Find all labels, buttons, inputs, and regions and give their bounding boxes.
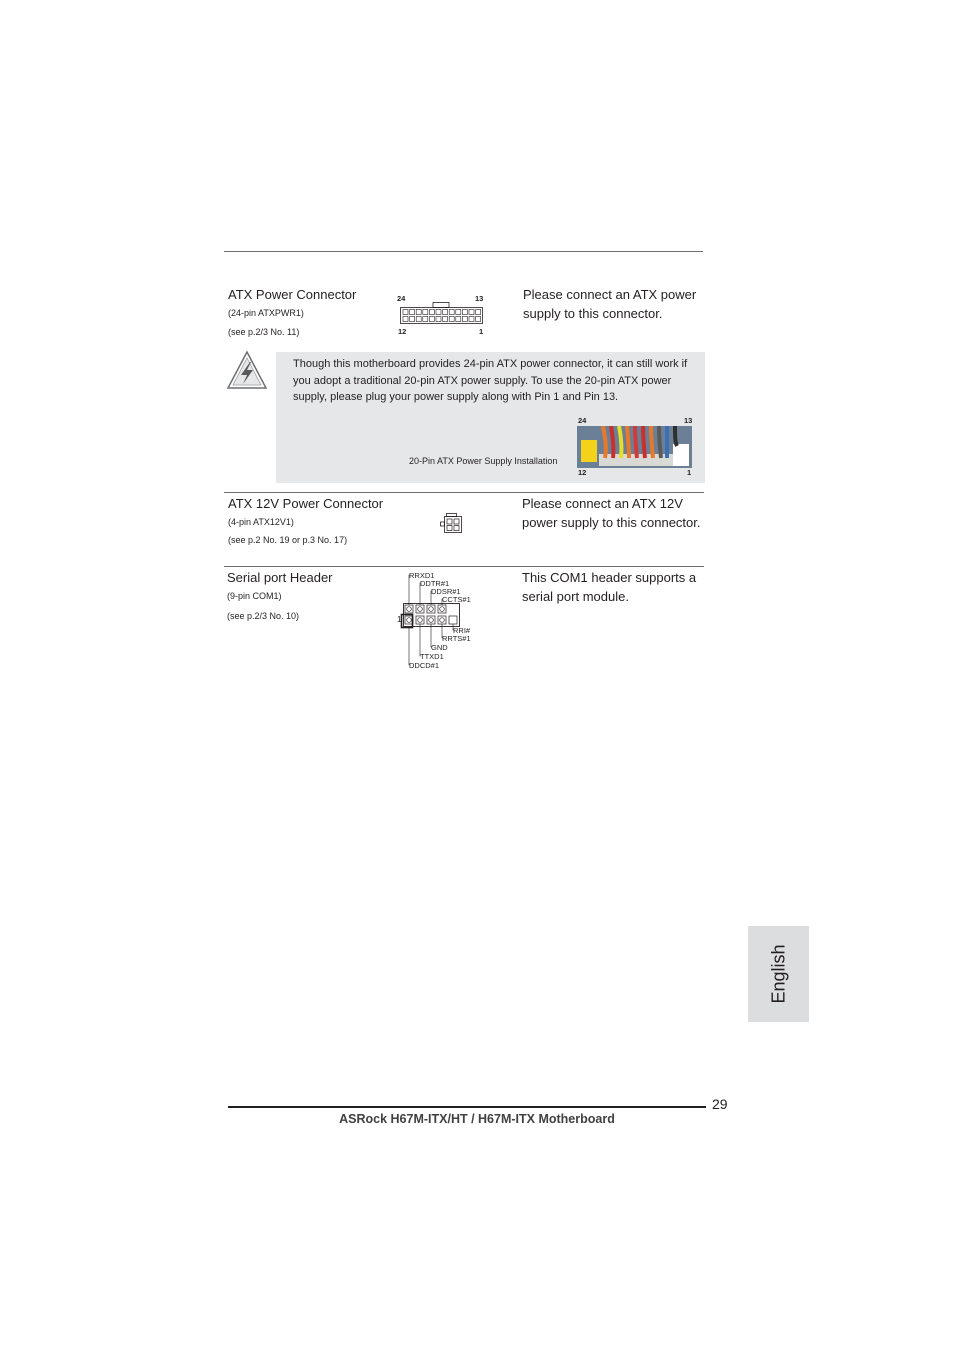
section-description: Please connect an ATX 12V power supply to this connector. — [522, 496, 701, 530]
pin-label: RRTS#1 — [442, 634, 471, 643]
atx-20pin-installation-photo — [577, 426, 692, 468]
pin-label: TTXD1 — [420, 652, 444, 661]
pin-label: 24 — [578, 416, 587, 425]
pin-label: RRXD1 — [409, 571, 435, 580]
pin-label: 13 — [475, 294, 484, 303]
pin-label: 1 — [479, 327, 484, 336]
atx-24pin-connector-icon — [400, 302, 483, 324]
section-description: This COM1 header supports a serial port module. — [522, 570, 697, 604]
section-subtitle: (4-pin ATX12V1) — [228, 517, 294, 527]
top-rule — [224, 251, 703, 252]
section-divider — [224, 566, 704, 567]
pin-label: RRI# — [453, 626, 471, 635]
section-reference: (see p.2 No. 19 or p.3 No. 17) — [228, 535, 348, 545]
warning-icon — [226, 350, 268, 390]
section-title: ATX 12V Power Connector — [228, 496, 384, 511]
section-subtitle: (24-pin ATXPWR1) — [228, 308, 304, 318]
language-tab-label: English — [768, 944, 789, 1004]
pin-label: DDCD#1 — [409, 661, 440, 670]
pin-label: DDTR#1 — [420, 579, 450, 588]
pin-label: DDSR#1 — [431, 587, 461, 596]
pin-label: 12 — [578, 468, 587, 477]
pin-label: GND — [431, 643, 448, 652]
atx-12v-4pin-connector-icon — [440, 513, 464, 534]
pin-label: 13 — [684, 416, 693, 425]
photo-caption: 20-Pin ATX Power Supply Installation — [409, 456, 558, 466]
footer-rule — [228, 1106, 706, 1108]
section-divider — [224, 492, 704, 493]
section-title: ATX Power Connector — [228, 287, 357, 302]
pin-label: 24 — [397, 294, 406, 303]
section-subtitle: (9-pin COM1) — [227, 591, 282, 601]
section-reference: (see p.2/3 No. 11) — [228, 327, 300, 337]
pin1-marker: 1 — [397, 615, 402, 624]
footer-title: ASRock H67M-ITX/HT / H67M-ITX Motherboard — [339, 1112, 615, 1126]
section-reference: (see p.2/3 No. 10) — [227, 611, 300, 621]
section-title: Serial port Header — [227, 570, 333, 585]
page-number: 29 — [712, 1096, 728, 1112]
section-description: Please connect an ATX power supply to this connector. — [523, 287, 697, 321]
pin-label: 12 — [398, 327, 407, 336]
pin-label: 1 — [687, 468, 692, 477]
note-text: Though this motherboard provides 24-pin ATX power connector, it can still work if you adopt a traditional 20-pin ATX power supply. To use the 20-pin ATX power supply, please plug your power supply along with Pin 1 and Pin 13. — [293, 358, 688, 403]
pin-label: CCTS#1 — [442, 595, 471, 604]
